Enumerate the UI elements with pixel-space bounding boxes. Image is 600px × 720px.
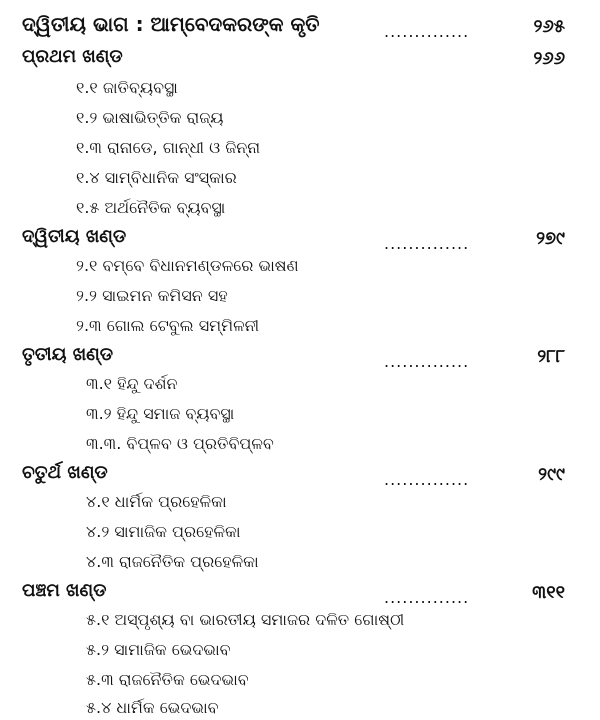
part-leader: ..............: [384, 22, 470, 41]
section-leader-3: ..............: [384, 352, 470, 371]
toc-item-2-3: ୨.୩ ଗୋଲ ଟେବୁଲ ସମ୍ମିଳନୀ: [76, 316, 260, 335]
toc-item-1-1: ୧.୧ ଜାତିବ୍ୟବସ୍ଥା: [76, 78, 178, 97]
section-page-number-2: ୨୭୯: [536, 228, 565, 249]
section-page-number-5: ୩୧୧: [532, 582, 565, 603]
toc-item-1-3: ୧.୩ ରାନାଡେ, ଗାନ୍ଧୀ ଓ ଜିନ୍ନା: [76, 138, 261, 157]
toc-item-2-1: ୨.୧ ବମ୍ବେ ବିଧାନମଣ୍ଡଳରେ ଭାଷଣ: [76, 256, 299, 275]
toc-item-4-3: ୪.୩ ରାଜନୈତିକ ପ୍ରହେଳିକା: [86, 552, 259, 571]
section-leader-4: ..............: [384, 470, 470, 489]
toc-item-5-4: ୫.୪ ଧାର୍ମିକ ଭେଦଭାବ: [86, 698, 219, 717]
section-title-1: ପ୍ରଥମ ଖଣ୍ଡ: [22, 46, 123, 67]
part-title: ଦ୍ୱିତୀୟ ଭାଗ : ଆମ୍ବେଦକରଙ୍କ କୃତି: [22, 12, 320, 36]
section-page-number-1: ୨୬୬: [533, 48, 565, 69]
section-title-2: ଦ୍ୱିତୀୟ ଖଣ୍ଡ: [22, 226, 127, 247]
toc-item-1-4: ୧.୪ ସାମ୍ବିଧାନିକ ସଂସ୍କାର: [76, 168, 237, 187]
toc-item-3-1: ୩.୧ ହିନ୍ଦୁ ଦର୍ଶନ: [86, 374, 178, 393]
toc-item-3-3: ୩.୩. ବିପ୍ଳବ ଓ ପ୍ରତିବିପ୍ଳବ: [86, 434, 274, 453]
section-leader-5: ..............: [384, 588, 470, 607]
toc-item-5-2: ୫.୨ ସାମାଜିକ ଭେଦଭାବ: [86, 640, 231, 659]
toc-item-5-3: ୫.୩ ରାଜନୈତିକ ଭେଦଭାବ: [86, 670, 249, 689]
toc-item-1-5: ୧.୫ ଅର୍ଥନୈତିକ ବ୍ୟବସ୍ଥା: [76, 198, 226, 217]
section-title-4: ଚତୁର୍ଥ ଖଣ୍ଡ: [22, 462, 108, 483]
section-page-number-3: ୨୮୮: [537, 346, 565, 367]
toc-item-5-1: ୫.୧ ଅସ୍ପୃଶ୍ୟ ବା ଭାରତୀୟ ସମାଜର ଦଳିତ ଗୋଷ୍ଠୀ: [86, 610, 405, 629]
part-page-number: ୨୬୫: [533, 16, 565, 37]
section-page-number-4: ୨୯୯: [538, 464, 565, 485]
toc-item-2-2: ୨.୨ ସାଇମନ କମିସନ ସହ: [76, 286, 228, 305]
section-title-3: ତୃତୀୟ ଖଣ୍ଡ: [22, 344, 114, 365]
toc-item-4-2: ୪.୨ ସାମାଜିକ ପ୍ରହେଳିକା: [86, 522, 241, 541]
toc-item-1-2: ୧.୨ ଭାଷାଭିତ୍ତିକ ରାଜ୍ୟ: [76, 108, 224, 127]
section-title-5: ପଞ୍ଚମ ଖଣ୍ଡ: [22, 580, 107, 601]
toc-item-4-1: ୪.୧ ଧାର୍ମିକ ପ୍ରହେଳିକା: [86, 492, 227, 511]
section-leader-2: ..............: [384, 234, 470, 253]
toc-item-3-2: ୩.୨ ହିନ୍ଦୁ ସମାଜ ବ୍ୟବସ୍ଥା: [86, 404, 235, 423]
